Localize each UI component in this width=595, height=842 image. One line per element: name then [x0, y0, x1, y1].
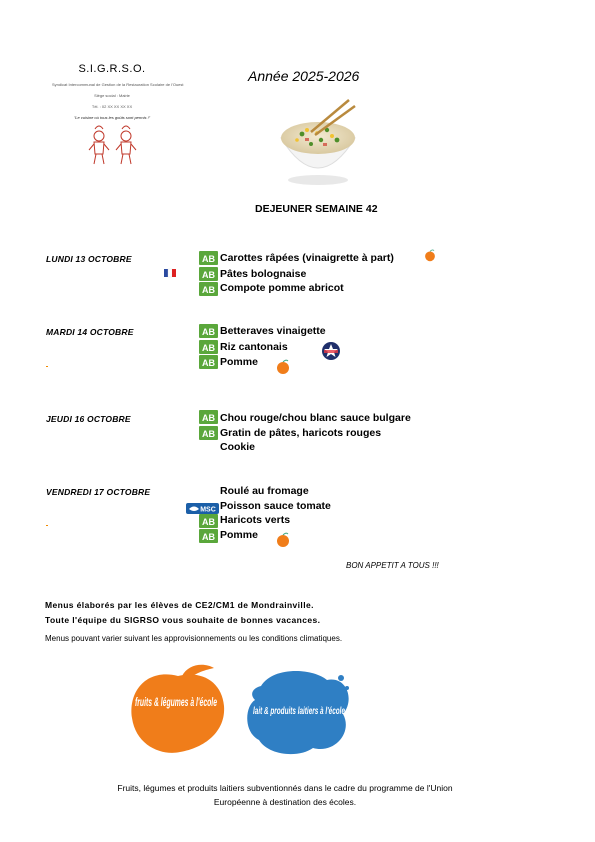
organic-ab-text: AB — [202, 285, 215, 295]
dish-item: Riz cantonais — [220, 341, 288, 353]
bon-appetit-text: BON APPETIT A TOUS !!! — [346, 561, 439, 570]
org-name: S.I.G.R.S.O. — [78, 63, 146, 75]
organic-ab-text: AB — [202, 413, 215, 423]
school-year: Année 2025-2026 — [248, 68, 360, 84]
dish-item: Gratin de pâtes, haricots rouges — [220, 427, 382, 439]
dish-item: Chou rouge/chou blanc sauce bulgare — [220, 412, 411, 424]
day-label-tuesday: MARDI 14 OCTOBRE — [46, 327, 134, 337]
fruit-program-icon — [423, 249, 437, 267]
fruit-program-icon — [275, 359, 291, 380]
organic-ab-icon — [199, 355, 218, 369]
organic-ab-icon — [199, 514, 218, 528]
day-label-monday: LUNDI 13 OCTOBRE — [46, 254, 132, 264]
fruits-legumes-logo — [126, 662, 230, 763]
dish-item: Pomme — [220, 529, 258, 541]
lait-logo-text: lait & produits laitiers à l'école — [253, 706, 346, 717]
org-phone-line: Tél. : 02 XX XX XX XX — [91, 104, 133, 109]
dish-item: Poisson sauce tomate — [220, 500, 331, 512]
organic-ab-text: AB — [202, 343, 215, 353]
dish-item: Pâtes bolognaise — [220, 268, 307, 280]
dish-item: Pomme — [220, 356, 258, 368]
organic-ab-icon — [199, 426, 218, 440]
dish-item: Carottes râpées (vinaigrette à part) — [220, 252, 394, 264]
organic-ab-icon — [199, 267, 218, 281]
dish-item: Betteraves vinaigette — [220, 325, 326, 337]
week-title: DEJEUNER SEMAINE 42 — [255, 203, 378, 215]
organic-ab-icon — [199, 410, 218, 424]
organic-ab-text: AB — [202, 358, 215, 368]
org-address-line: Syndicat Intercommunal de Gestion de la Restauration Scolaire de l'Ouest — [52, 82, 184, 87]
lait-produits-laitiers-logo — [243, 666, 355, 763]
divider-mark — [46, 525, 48, 526]
organic-ab-text: AB — [202, 254, 215, 264]
menu-credit-note: Menus élaborés par les élèves de CE2/CM1 de Mondrainville. — [45, 600, 314, 610]
organic-ab-icon — [199, 282, 218, 296]
organic-ab-text: AB — [202, 270, 215, 280]
org-slogan: "Le cuisine où tous les goûts sont permis !" — [73, 115, 151, 120]
variation-disclaimer: Menus pouvant varier suivant les approvisionnements ou les conditions climatiques. — [45, 634, 343, 643]
fruits-logo-text: fruits & légumes à l'école — [135, 695, 218, 709]
day-label-thursday: JEUDI 16 OCTOBRE — [46, 414, 131, 424]
chef-mascots-illustration — [86, 124, 142, 173]
dish-item: Compote pomme abricot — [220, 282, 344, 294]
divider-mark — [46, 366, 48, 367]
star-label-icon — [320, 341, 342, 366]
dish-item: Roulé au fromage — [220, 485, 309, 497]
organic-ab-icon — [199, 340, 218, 354]
org-address-line: Siège social : Mairie — [94, 93, 130, 98]
footer-line: Fruits, légumes et produits laitiers subventionnés dans le cadre du programme de l'Union — [117, 783, 453, 793]
organic-ab-text: AB — [202, 517, 215, 527]
fruit-program-icon — [275, 532, 291, 553]
holiday-wish-note: Toute l'équipe du SIGRSO vous souhaite de bonnes vacances. — [45, 615, 321, 625]
dish-item: Cookie — [220, 441, 256, 453]
organic-ab-icon — [199, 251, 218, 265]
french-origin-icon — [163, 266, 179, 285]
footer-text — [40, 781, 530, 809]
organic-ab-icon — [199, 324, 218, 338]
dish-item: Haricots verts — [220, 514, 291, 526]
rice-bowl-photo — [277, 100, 359, 195]
footer-line: Européenne à destination des écoles. — [213, 797, 357, 807]
organic-ab-text: AB — [202, 429, 215, 439]
organic-ab-icon — [199, 529, 218, 543]
day-label-friday: VENDREDI 17 OCTOBRE — [46, 487, 151, 497]
organic-ab-text: AB — [202, 327, 215, 337]
organic-ab-text: AB — [202, 532, 215, 542]
msc-label-text: MSC — [200, 506, 216, 514]
